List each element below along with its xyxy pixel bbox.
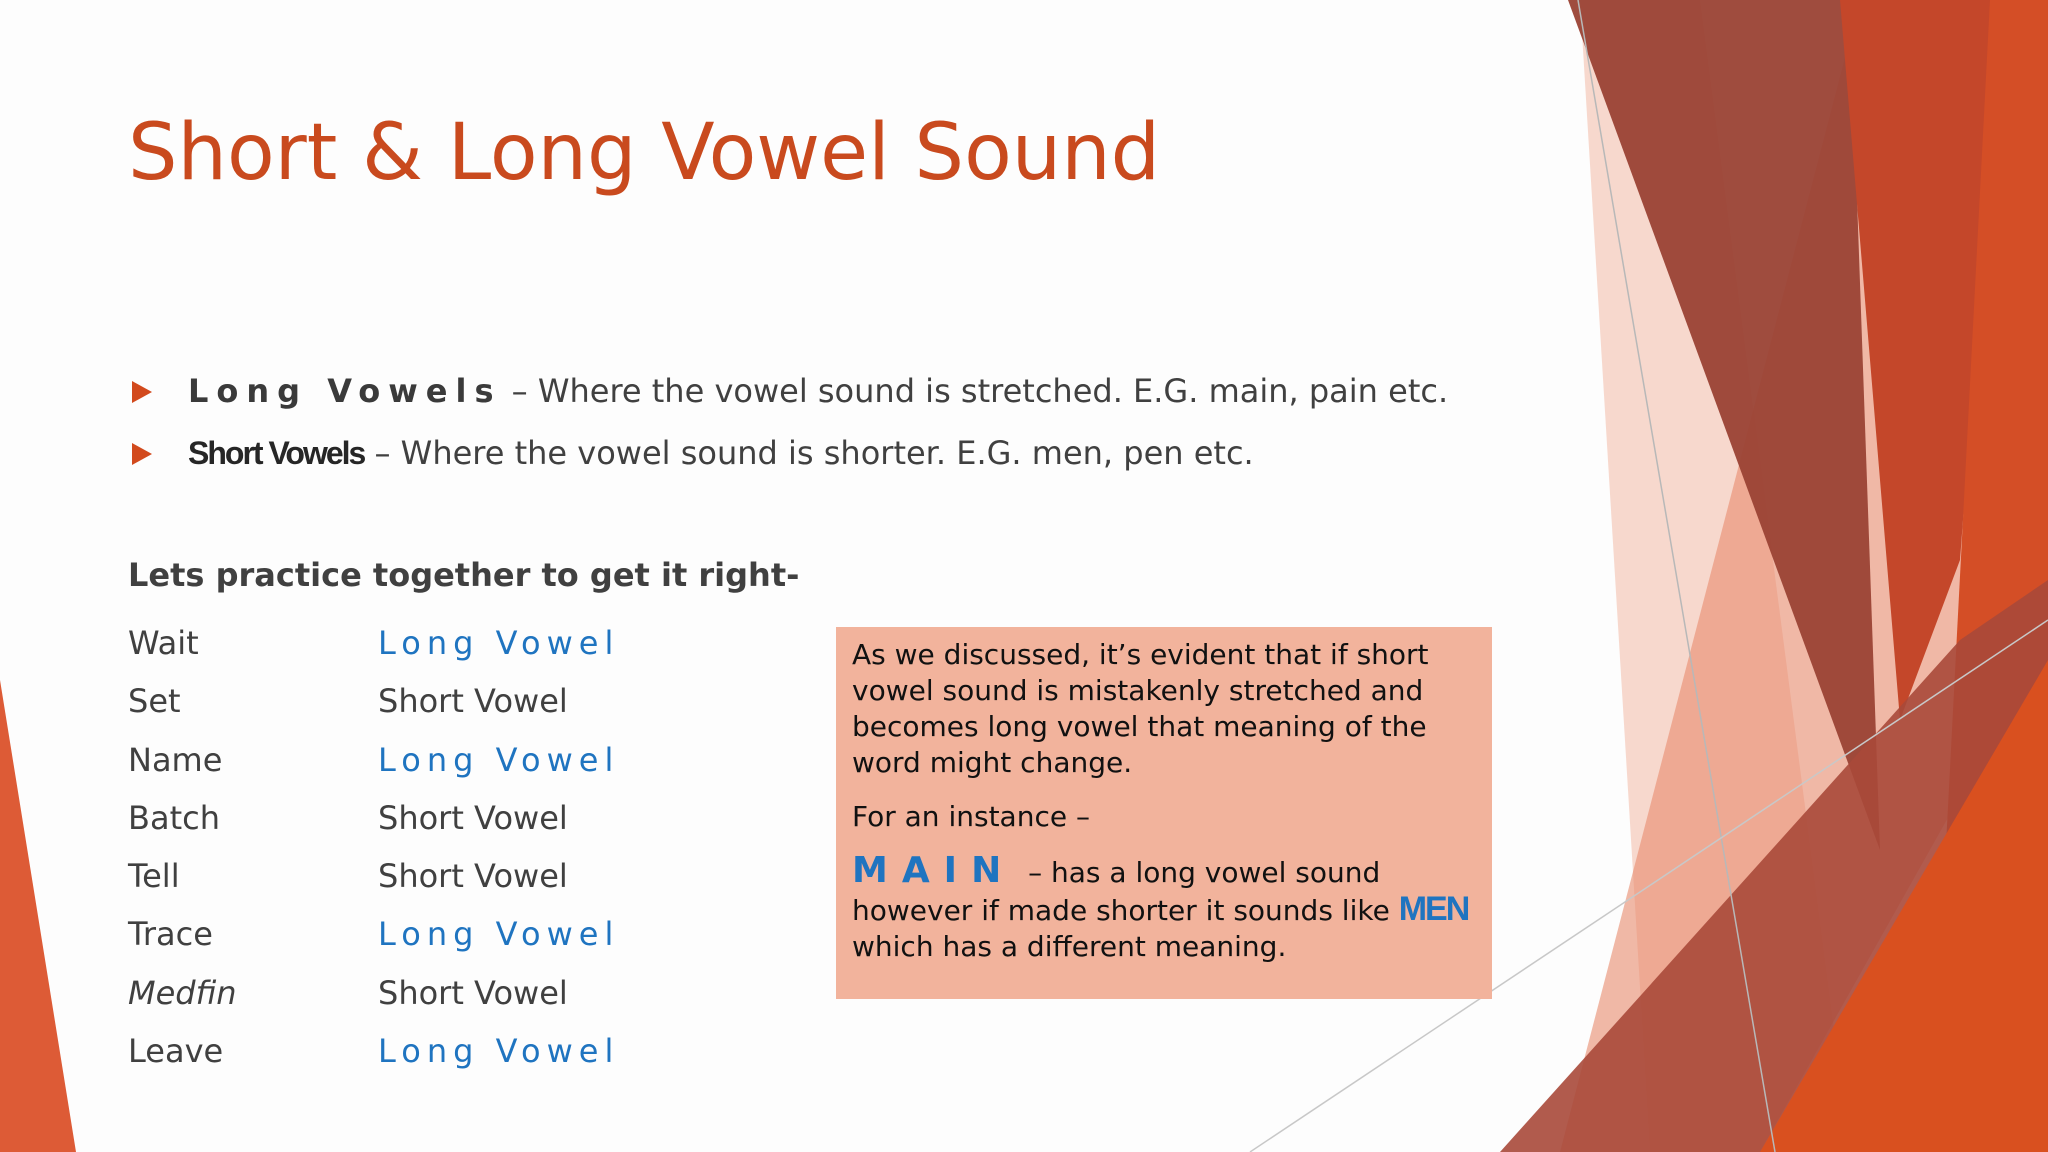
- example-text: – has a long vowel sound however if made shorter it sounds like: [852, 856, 1399, 927]
- vowel-type: Long Vowel: [378, 915, 620, 954]
- bullet-list: [128, 366, 1508, 490]
- bullet-term: Long Vowels: [188, 372, 502, 410]
- bullet-arrow-icon: [132, 381, 152, 403]
- slide-title: Short & Long Vowel Sound: [128, 108, 1161, 198]
- vowel-type: Short Vowel: [378, 798, 568, 837]
- word-row: [128, 1020, 748, 1078]
- word-row: [128, 787, 748, 845]
- word: Trace: [128, 915, 213, 954]
- vowel-type: Long Vowel: [378, 740, 620, 779]
- deco-shape-left-orange: [0, 680, 76, 1152]
- word-row: [128, 670, 748, 728]
- bullet-long-vowels: [128, 366, 1508, 428]
- callout-instance-label: For an instance –: [852, 800, 1090, 833]
- vowel-type: Short Vowel: [378, 682, 568, 721]
- word-row: [128, 612, 748, 670]
- callout-example: [852, 850, 1476, 965]
- word-row: [128, 729, 748, 787]
- practice-heading: Lets practice together to get it right-: [128, 556, 800, 594]
- vowel-type: Long Vowel: [378, 1032, 620, 1071]
- word: Name: [128, 740, 223, 779]
- word: Leave: [128, 1032, 224, 1071]
- vowel-type: Short Vowel: [378, 857, 568, 896]
- vowel-type: Long Vowel: [378, 624, 620, 662]
- bullet-description: – Where the vowel sound is stretched. E.G. main, pain etc.: [501, 372, 1449, 410]
- word-row: [128, 903, 748, 961]
- word: Wait: [128, 624, 199, 662]
- word-list: [128, 612, 748, 1078]
- bullet-term: Short Vowels: [188, 435, 365, 471]
- bullet-short-vowels: [128, 428, 1508, 490]
- word: Set: [128, 682, 181, 721]
- example-short-word: MEN: [1398, 890, 1469, 928]
- bullet-description: – Where the vowel sound is shorter. E.G. men, pen etc.: [364, 434, 1254, 472]
- word-row: [128, 962, 748, 1020]
- word: Medfin: [128, 973, 237, 1012]
- explanation-callout: [836, 627, 1492, 999]
- word: Batch: [128, 798, 220, 837]
- bullet-arrow-icon: [132, 443, 152, 465]
- word-row: [128, 845, 748, 903]
- example-text: which has a different meaning.: [852, 930, 1287, 963]
- word: Tell: [128, 857, 180, 896]
- callout-paragraph: As we discussed, it’s evident that if short vowel sound is mistakenly stretched and becomes long vowel that meaning of the word might change.: [852, 638, 1429, 779]
- example-long-word: MAIN: [852, 850, 1016, 891]
- vowel-type: Short Vowel: [378, 973, 568, 1012]
